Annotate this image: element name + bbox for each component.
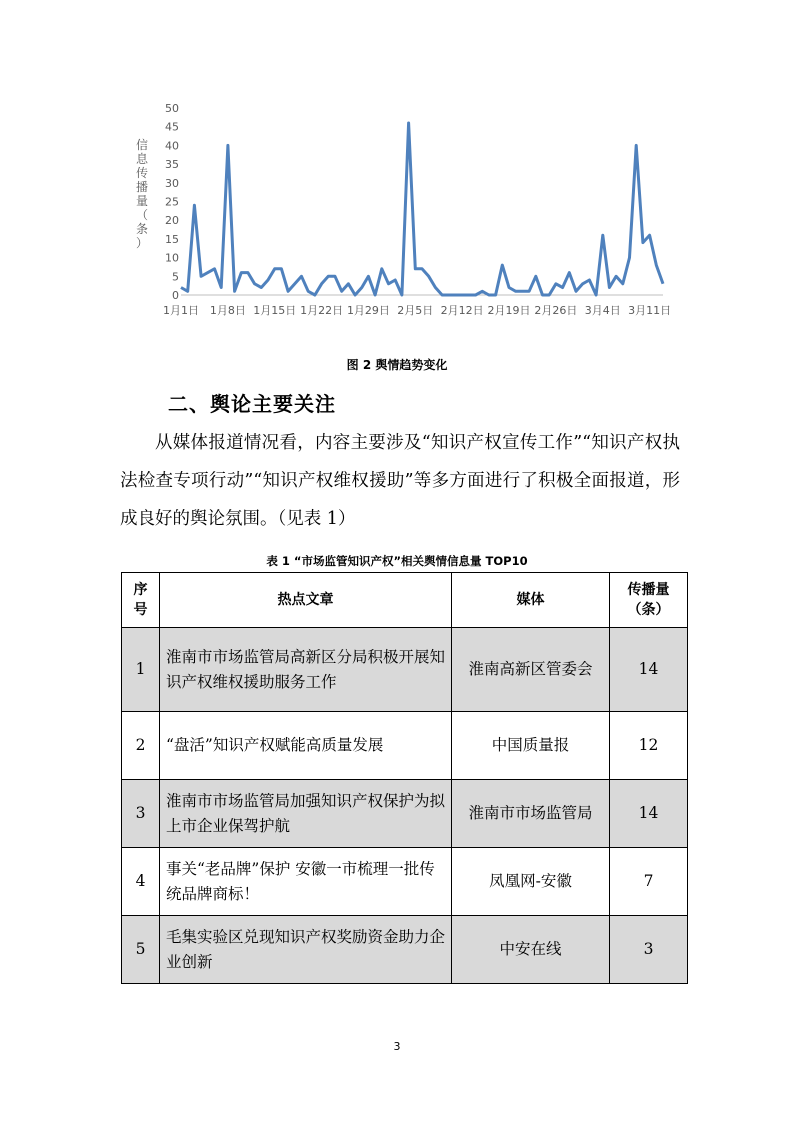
- row-article: 淮南市市场监管局高新区分局积极开展知识产权维权援助服务工作: [160, 628, 452, 712]
- y-tick-label: 15: [165, 232, 179, 246]
- page-number: 3: [393, 1040, 401, 1053]
- row-article: “盘活”知识产权赋能高质量发展: [160, 712, 452, 780]
- row-article: 毛集实验区兑现知识产权奖励资金助力企业创新: [160, 916, 452, 984]
- table-header-row: [122, 573, 688, 628]
- table-caption: 表 1 “市场监管知识产权”相关舆情信息量 TOP10: [266, 554, 528, 568]
- table-row: [122, 712, 688, 780]
- header-media: 媒体: [452, 573, 610, 628]
- header-count: 传播量（条）: [610, 573, 688, 628]
- row-article: 事关“老品牌”保护 安徽一市梳理一批传统品牌商标！: [160, 848, 452, 916]
- table-row: [122, 848, 688, 916]
- x-tick-label: 1月22日: [300, 304, 344, 317]
- x-tick-label: 3月4日: [584, 304, 621, 317]
- row-media: 淮南市市场监管局: [452, 780, 610, 848]
- row-index: 5: [122, 916, 160, 984]
- y-tick-label: 35: [165, 158, 179, 172]
- row-count: 12: [610, 712, 688, 780]
- y-tick-label: 40: [165, 139, 179, 153]
- row-media: 中安在线: [452, 916, 610, 984]
- x-axis-ticks: [163, 304, 671, 317]
- svg-text:播: 播: [135, 180, 149, 194]
- y-tick-label: 5: [172, 270, 179, 284]
- x-tick-label: 1月1日: [163, 304, 199, 317]
- x-tick-label: 2月26日: [534, 304, 578, 317]
- svg-text:条: 条: [135, 222, 149, 236]
- y-tick-label: 45: [165, 120, 179, 134]
- row-media: 凤凰网-安徽: [452, 848, 610, 916]
- x-tick-label: 1月15日: [253, 304, 297, 317]
- table-row: [122, 780, 688, 848]
- y-tick-label: 20: [165, 214, 179, 228]
- trend-line-chart: [120, 95, 700, 325]
- svg-text:（: （: [135, 208, 149, 222]
- header-index: 序号: [122, 573, 160, 628]
- row-count: 14: [610, 780, 688, 848]
- row-index: 1: [122, 628, 160, 712]
- row-media: 中国质量报: [452, 712, 610, 780]
- y-tick-label: 25: [165, 195, 179, 209]
- y-tick-label: 50: [165, 102, 179, 115]
- x-tick-label: 3月11日: [628, 304, 672, 317]
- y-tick-label: 0: [172, 289, 179, 302]
- row-index: 3: [122, 780, 160, 848]
- y-axis-label: [136, 137, 149, 250]
- row-index: 4: [122, 848, 160, 916]
- x-tick-label: 1月29日: [346, 304, 390, 317]
- body-paragraph: 从媒体报道情况看，内容主要涉及“知识产权宣传工作”“知识产权执法检查专项行动”“知识产权维权援助”等多方面进行了积极全面报道，形成良好的舆论氛围。（见表 1）: [120, 433, 680, 529]
- x-tick-label: 1月8日: [209, 304, 246, 317]
- section-heading: 二、舆论主要关注: [168, 392, 336, 416]
- table-row: [122, 628, 688, 712]
- svg-text:息: 息: [135, 152, 149, 166]
- row-media: 淮南高新区管委会: [452, 628, 610, 712]
- y-tick-label: 10: [165, 251, 179, 265]
- y-tick-label: 30: [165, 176, 179, 190]
- svg-text:）: ）: [135, 236, 149, 250]
- header-article: 热点文章: [160, 573, 452, 628]
- svg-text:量: 量: [135, 194, 149, 208]
- row-count: 7: [610, 848, 688, 916]
- figure-caption: 图 2 舆情趋势变化: [346, 358, 448, 372]
- x-tick-label: 2月19日: [487, 304, 531, 317]
- series-line: [181, 123, 663, 295]
- top10-table: [121, 572, 688, 984]
- svg-text:传: 传: [135, 166, 149, 180]
- y-axis-ticks: [165, 102, 179, 302]
- x-tick-label: 2月12日: [440, 304, 484, 317]
- x-tick-label: 2月5日: [397, 304, 434, 317]
- row-count: 14: [610, 628, 688, 712]
- table-row: [122, 916, 688, 984]
- svg-text:信: 信: [135, 138, 149, 152]
- row-index: 2: [122, 712, 160, 780]
- row-article: 淮南市市场监管局加强知识产权保护为拟上市企业保驾护航: [160, 780, 452, 848]
- row-count: 3: [610, 916, 688, 984]
